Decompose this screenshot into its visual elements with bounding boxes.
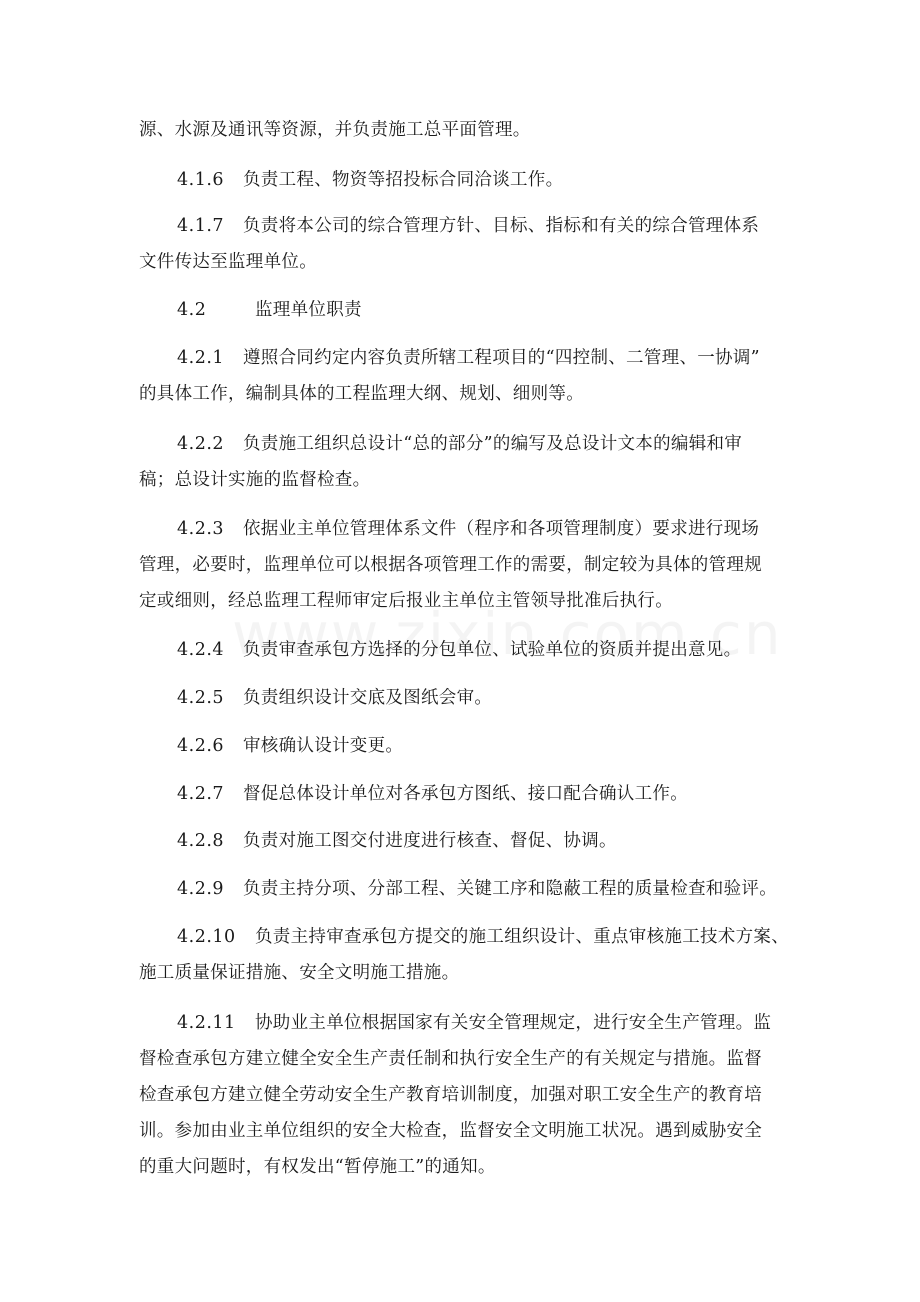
paragraph-text: 负责施工组织总设计“总的部分”的编写及总设计文本的编辑和审 [243,434,743,454]
paragraph-text: 负责主持分项、分部工程、关键工序和隐蔽工程的质量检查和验评。 [243,879,777,899]
section-number: 4.2 [177,300,207,320]
paragraph-text: 负责主持审查承包方提交的施工组织设计、重点审核施工技术方案、 [255,927,789,947]
paragraph-line: 督检查承包方建立健全安全生产责任制和执行安全生产的有关规定与措施。监督 [139,1049,762,1069]
section-number: 4.2.5 [177,688,225,708]
paragraph-text: 负责工程、物资等招投标合同洽谈工作。 [243,170,564,190]
section-number: 4.2.6 [177,736,225,756]
section-number: 4.2.10 [177,927,236,947]
paragraph-4-2-7 [177,782,688,806]
paragraph-text: 遵照合同约定内容负责所辖工程项目的“四控制、二管理、一协调” [243,348,760,368]
paragraph-text: 负责对施工图交付进度进行核查、督促、协调。 [243,831,617,851]
paragraph-4-2-9 [177,877,777,901]
paragraph-line: 文件传达至监理单位。 [139,252,317,272]
paragraph-4-2-3 [177,517,759,541]
paragraph-4-2-1 [177,346,760,370]
section-number: 4.2.2 [177,434,225,454]
section-number: 4.1.7 [177,216,225,236]
paragraph-text: 依据业主单位管理体系文件（程序和各项管理制度）要求进行现场 [243,519,760,539]
paragraph-4-1-6 [177,168,563,192]
paragraph-4-2-10 [177,925,789,949]
paragraph-line: 管理，必要时，监理单位可以根据各项管理工作的需要，制定较为具体的管理规 [139,555,762,575]
paragraph-line: 的重大问题时，有权发出“暂停施工”的通知。 [139,1157,496,1177]
paragraph-text: 审核确认设计变更。 [243,736,404,756]
paragraph-text: 负责将本公司的综合管理方针、目标、指标和有关的综合管理体系 [243,216,760,236]
paragraph-4-2-11 [177,1011,771,1035]
section-heading-4-2 [177,298,362,322]
section-number: 4.2.1 [177,348,225,368]
paragraph-4-1-7 [177,214,759,238]
paragraph-line: 训。参加由业主单位组织的安全大检查，监督安全文明施工状况。遇到威胁安全 [139,1121,762,1141]
section-number: 4.2.4 [177,640,225,660]
paragraph-4-2-8 [177,829,617,853]
paragraph-line: 的具体工作，编制具体的工程监理大纲、规划、细则等。 [139,384,584,404]
section-number: 4.2.7 [177,784,225,804]
paragraph-4-2-2 [177,432,742,456]
paragraph-4-2-5 [177,686,492,710]
section-title: 监理单位职责 [255,300,362,320]
paragraph-4-2-6 [177,734,403,758]
paragraph-line: 定或细则，经总监理工程师审定后报业主单位主管领导批准后执行。 [139,591,673,611]
paragraph-text: 督促总体设计单位对各承包方图纸、接口配合确认工作。 [243,784,688,804]
paragraph-line: 检查承包方建立健全劳动安全生产教育培训制度，加强对职工安全生产的教育培 [139,1085,762,1105]
section-number: 4.2.3 [177,519,225,539]
paragraph-line: 源、水源及通讯等资源，并负责施工总平面管理。 [139,120,531,140]
paragraph-line: 稿；总设计实施的监督检查。 [139,470,371,490]
paragraph-text: 协助业主单位根据国家有关安全管理规定，进行安全生产管理。监 [255,1013,772,1033]
paragraph-4-2-4 [177,638,741,662]
section-number: 4.1.6 [177,170,225,190]
section-number: 4.2.8 [177,831,225,851]
paragraph-text: 负责组织设计交底及图纸会审。 [243,688,493,708]
section-number: 4.2.11 [177,1013,236,1033]
paragraph-line: 施工质量保证措施、安全文明施工措施。 [139,963,460,983]
section-number: 4.2.9 [177,879,225,899]
paragraph-text: 负责审查承包方选择的分包单位、试验单位的资质并提出意见。 [243,640,742,660]
